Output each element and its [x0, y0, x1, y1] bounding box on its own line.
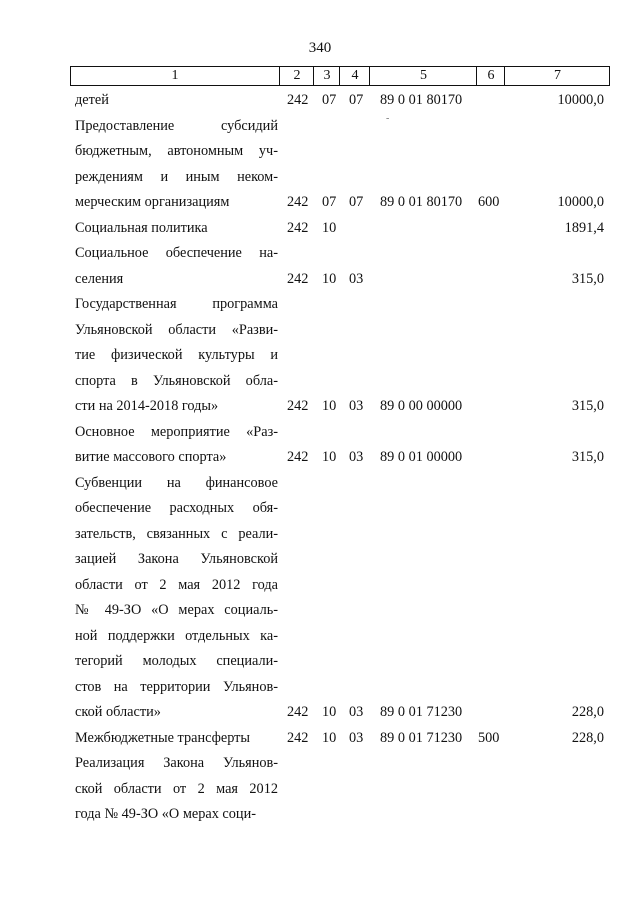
header-col-7: 7: [504, 67, 610, 85]
cell-c2: 242: [287, 92, 309, 108]
row-name-line: тегорий молодых специали-: [75, 653, 278, 669]
row-name-line: зательств, связанных с реали-: [75, 525, 278, 542]
cell-c2: 242: [287, 704, 309, 720]
cell-c4: 03: [349, 449, 364, 465]
scan-artifact: -: [386, 113, 390, 124]
row-name: [75, 88, 278, 114]
cell-c3: 07: [322, 92, 337, 108]
cell-c3: 10: [322, 729, 337, 746]
cell-c7: 228,0: [571, 704, 604, 720]
row-name-line: Межбюджетные трансферты: [75, 729, 251, 746]
row-name: [75, 114, 278, 216]
row-name-line: Субвенции на финансовое: [75, 474, 278, 491]
cell-c3: 10: [322, 398, 337, 414]
cell-c7: 315,0: [571, 398, 604, 414]
row-name-line: Социальная политика: [75, 219, 208, 236]
cell-c2: 242: [287, 194, 309, 210]
row-name-line: № 49-ЗО «О мерах социаль-: [75, 602, 278, 618]
cell-c7: 10000,0: [557, 194, 604, 210]
cell-c4: 03: [349, 729, 364, 746]
row-name-line: реждениям и иным неком-: [75, 168, 278, 185]
row-name-line: обеспечение расходных обя-: [75, 500, 278, 516]
row-name-line: зацией Закона Ульяновской: [75, 551, 278, 567]
header-col-2: 2: [279, 67, 314, 85]
row-name: [75, 241, 278, 292]
cell-c7: 10000,0: [557, 92, 604, 108]
row-name: [75, 292, 278, 420]
header-col-3: 3: [313, 67, 340, 85]
row-name-line: спорта в Ульяновской обла-: [75, 372, 278, 389]
cell-c7: 315,0: [571, 270, 604, 287]
row-name: [75, 751, 278, 828]
cell-c5: 89 0 00 00000: [380, 398, 463, 414]
cell-c7: 1891,4: [564, 219, 604, 236]
cell-c5: 89 0 01 00000: [380, 449, 463, 465]
row-name-line: ской области от 2 мая 2012: [75, 780, 278, 797]
row-name-line: селения: [75, 270, 124, 287]
cell-c4: 07: [349, 92, 364, 108]
row-name-line: года № 49-ЗО «О мерах соци-: [75, 806, 256, 822]
row-name-line: области от 2 мая 2012 года: [75, 576, 278, 593]
cell-c4: 03: [349, 270, 364, 287]
cell-c2: 242: [287, 270, 309, 287]
row-name-line: Основное мероприятие «Раз-: [75, 423, 278, 440]
cell-c4: 03: [349, 398, 364, 414]
row-name: [75, 726, 278, 752]
row-name-line: ной поддержки отдельных ка-: [75, 627, 278, 644]
header-col-1: 1: [171, 68, 179, 83]
cell-c7: 315,0: [571, 449, 604, 465]
row-name: [75, 420, 278, 471]
row-name: [75, 471, 278, 726]
cell-c7: 228,0: [571, 729, 604, 746]
header-col-4: 4: [339, 67, 370, 85]
cell-c2: 242: [287, 398, 309, 414]
row-name-line: Государственная программа: [75, 296, 278, 312]
cell-c2: 242: [287, 449, 309, 465]
cell-c4: 07: [349, 194, 364, 210]
row-name-line: стов на территории Ульянов-: [75, 678, 278, 695]
header-col-5: 5: [369, 67, 477, 85]
cell-c3: 10: [322, 704, 337, 720]
row-name: [75, 216, 278, 242]
cell-c3: 10: [322, 449, 337, 465]
row-name-line: Ульяновской области «Разви-: [75, 321, 278, 338]
cell-c3: 10: [322, 270, 337, 287]
cell-c5: 89 0 01 80170: [380, 92, 463, 108]
row-name-line: витие массового спорта»: [75, 449, 227, 465]
cell-c5: 89 0 01 80170: [380, 194, 463, 210]
cell-c5: 89 0 01 71230: [380, 704, 463, 720]
cell-c3: 07: [322, 194, 337, 210]
row-name-line: Реализация Закона Ульянов-: [75, 755, 278, 771]
row-name-line: тие физической культуры и: [75, 347, 278, 363]
cell-c2: 242: [287, 219, 309, 236]
page-number: 340: [308, 40, 332, 56]
row-name-line: мерческим организациям: [75, 194, 230, 210]
row-name-line: Предоставление субсидий: [75, 117, 278, 134]
row-name-line: ской области»: [75, 704, 161, 720]
cell-c3: 10: [322, 219, 337, 236]
row-name-line: бюджетным, автономным уч-: [75, 143, 278, 159]
header-col-6: 6: [476, 67, 505, 85]
table-header: [70, 66, 610, 86]
cell-c4: 03: [349, 704, 364, 720]
row-name-line: сти на 2014-2018 годы»: [75, 398, 219, 414]
cell-c5: 89 0 01 71230: [380, 729, 463, 746]
cell-c6: 600: [478, 194, 500, 210]
cell-c6: 500: [478, 729, 500, 746]
row-name-line: детей: [75, 92, 109, 108]
row-name-line: Социальное обеспечение на-: [75, 245, 278, 261]
cell-c2: 242: [287, 729, 309, 746]
